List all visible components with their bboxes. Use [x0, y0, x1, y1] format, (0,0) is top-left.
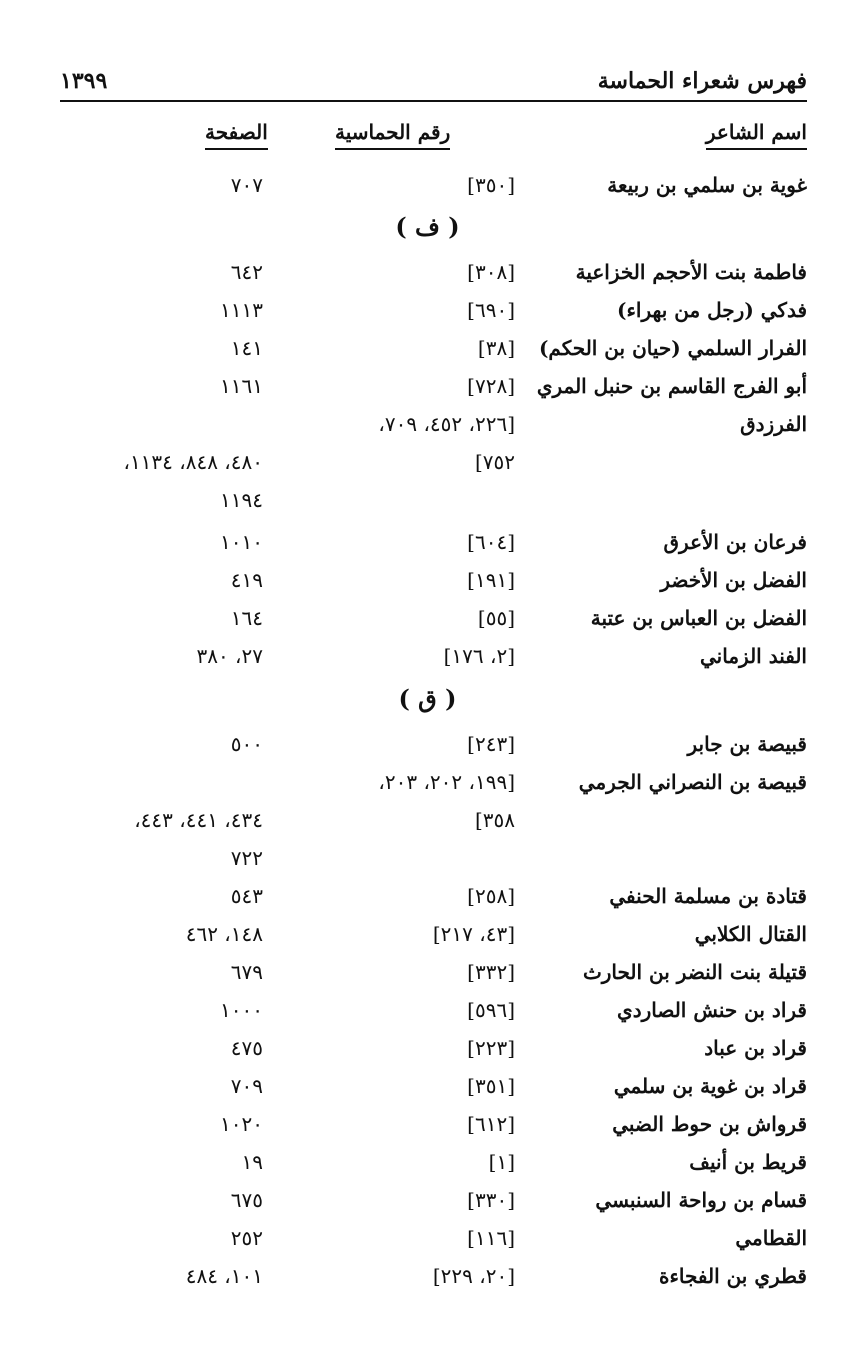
hamasa-number: [٥٥] [477, 606, 515, 630]
hamasa-number: [١] [488, 1150, 515, 1174]
page-number: ١٣٩٩ [60, 68, 108, 94]
section-letter: ( ف ) [395, 212, 460, 241]
hamasa-number: [٦١٢] [467, 1112, 515, 1136]
page-refs: ٧٢٢ [230, 846, 263, 870]
hamasa-number: [٣٨] [477, 336, 515, 360]
page-refs: ٤١٩ [230, 568, 263, 592]
page-refs: ٥٠٠ [230, 732, 263, 756]
hamasa-number: [٢، ١٧٦] [443, 644, 515, 668]
poet-name: القطامي [735, 1226, 807, 1250]
hamasa-number: [١٩٩، ٢٠٢، ٢٠٣، [378, 770, 515, 794]
poet-name: الفند الزماني [700, 644, 807, 668]
hamasa-number: [٦٠٤] [467, 530, 515, 554]
poet-name: قبيصة بن جابر [687, 732, 807, 756]
hamasa-number: [٣٥٠] [467, 173, 515, 197]
poet-name: الفرزدق [740, 412, 807, 436]
poet-name: قرواش بن حوط الضبي [612, 1112, 807, 1136]
header-title: فهرس شعراء الحماسة [597, 68, 807, 94]
page-refs: ٤٧٥ [230, 1036, 263, 1060]
page-refs: ١١١٣ [220, 298, 263, 322]
poet-name: قراد بن عباد [704, 1036, 807, 1060]
page-refs: ١٠٢٠ [220, 1112, 263, 1136]
page-refs: ٦٧٥ [230, 1188, 263, 1212]
poet-name: القتال الكلابي [694, 922, 807, 946]
hamasa-number: [٤٣، ٢١٧] [432, 922, 515, 946]
hamasa-number: [٢٥٨] [467, 884, 515, 908]
page-refs: ١٤٨، ٤٦٢ [185, 922, 263, 946]
hamasa-number: [١١٦] [467, 1226, 515, 1250]
hamasa-number: [٢٤٣] [467, 732, 515, 756]
page-refs: ١٠١، ٤٨٤ [185, 1264, 263, 1288]
page-refs: ٢٥٢ [230, 1226, 263, 1250]
page-refs: ١٤١ [230, 336, 263, 360]
page-refs: ١١٦١ [220, 374, 263, 398]
column-header-page: الصفحة [205, 120, 268, 150]
poet-name: أبو الفرج القاسم بن حنبل المري [536, 374, 807, 398]
hamasa-number: [٣٥١] [467, 1074, 515, 1098]
page-refs: ٤٨٠، ٨٤٨، ١١٣٤، [123, 450, 263, 474]
poet-name: الفضل بن الأخضر [660, 568, 807, 592]
page-refs: ٤٣٤، ٤٤١، ٤٤٣، [134, 808, 263, 832]
poet-name: قراد بن غوية بن سلمي [613, 1074, 807, 1098]
poet-name: فدكي (رجل من بهراء) [617, 298, 807, 322]
page-refs: ٦٤٢ [230, 260, 263, 284]
poet-name: قتادة بن مسلمة الحنفي [609, 884, 807, 908]
hamasa-number: [٧٢٨] [467, 374, 515, 398]
section-letter: ( ق ) [398, 684, 457, 713]
hamasa-number: [٣٣٢] [467, 960, 515, 984]
hamasa-number: [٣٣٠] [467, 1188, 515, 1212]
poet-name: فرعان بن الأعرق [663, 530, 807, 554]
column-header-poet: اسم الشاعر [706, 120, 807, 150]
hamasa-number: [٢٠، ٢٢٩] [432, 1264, 515, 1288]
poet-name: الفضل بن العباس بن عتبة [590, 606, 807, 630]
hamasa-number: [٥٩٦] [467, 998, 515, 1022]
page-refs: ١٠٠٠ [220, 998, 263, 1022]
hamasa-number: ٧٥٢] [474, 450, 515, 474]
hamasa-number: [٣٠٨] [467, 260, 515, 284]
page-refs: ١٦٤ [230, 606, 263, 630]
column-header-hamasa-number: رقم الحماسية [335, 120, 450, 150]
poet-name: قتيلة بنت النضر بن الحارث [582, 960, 807, 984]
hamasa-number: [٢٢٦، ٤٥٢، ٧٠٩، [378, 412, 515, 436]
hamasa-number: [٢٢٣] [467, 1036, 515, 1060]
poet-name: فاطمة بنت الأحجم الخزاعية [575, 260, 807, 284]
poet-name: الفرار السلمي (حيان بن الحكم) [538, 336, 807, 360]
page-refs: ١٠١٠ [220, 530, 263, 554]
poet-name: قبيصة بن النصراني الجرمي [578, 770, 807, 794]
poet-name: غوية بن سلمي بن ربيعة [607, 173, 807, 197]
hamasa-number: ٣٥٨] [474, 808, 515, 832]
page-refs: ١٩ [241, 1150, 263, 1174]
hamasa-number: [١٩١] [467, 568, 515, 592]
poet-name: قسام بن رواحة السنبسي [595, 1188, 807, 1212]
page-refs: ٦٧٩ [230, 960, 263, 984]
hamasa-number: [٦٩٠] [467, 298, 515, 322]
page-refs: ٧٠٩ [230, 1074, 263, 1098]
page-refs: ٢٧، ٣٨٠ [196, 644, 263, 668]
poet-name: قريط بن أنيف [689, 1150, 807, 1174]
page-refs: ٧٠٧ [230, 173, 263, 197]
poet-name: قطري بن الفجاءة [658, 1264, 807, 1288]
page-refs: ١١٩٤ [220, 488, 263, 512]
page-refs: ٥٤٣ [230, 884, 263, 908]
poet-name: قراد بن حنش الصاردي [617, 998, 807, 1022]
